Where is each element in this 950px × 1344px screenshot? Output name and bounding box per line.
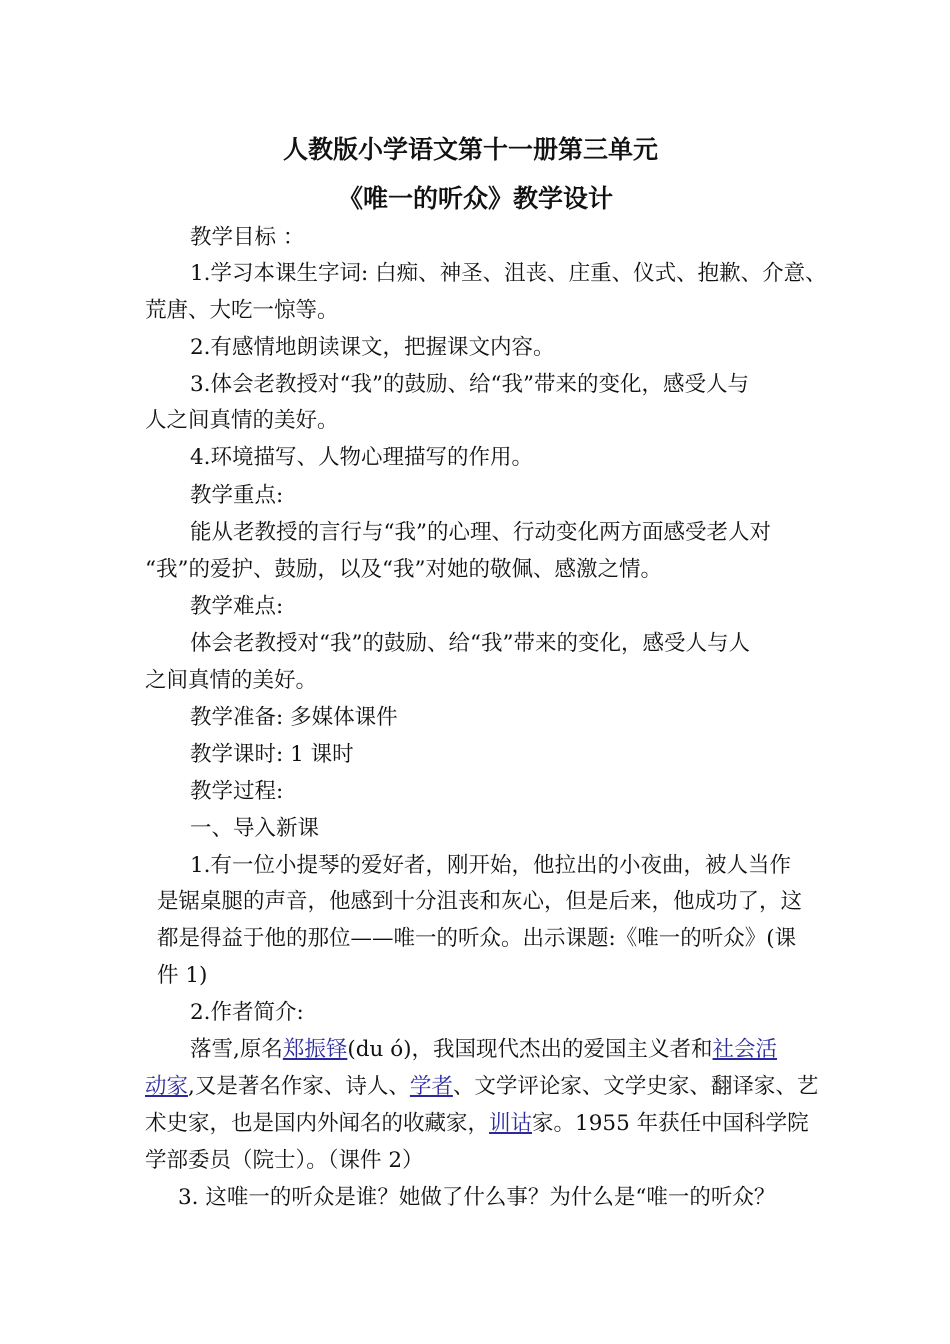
author-text: ,又是著名作家、诗人、 [188,1074,410,1099]
intro-line-1: 1.有一位小提琴的爱好者，刚开始，他拉出的小夜曲，被人当作 [190,853,792,878]
author-line-2 [145,1072,818,1102]
link-social-activist[interactable]: 社会活 [712,1037,778,1062]
link-scholar[interactable]: 学者 [409,1074,453,1099]
goal-3-line-1: 3.体会老教授对“我”的鼓励、给“我”带来的变化，感受人与 [190,372,749,397]
author-text: 、文学评论家、文学史家、翻译家、艺 [452,1074,819,1099]
difficulty-line-1: 体会老教授对“我”的鼓励、给“我”带来的变化，感受人与人 [190,631,750,656]
difficulty-line-2: 之间真情的美好。 [145,668,318,693]
author-line-4: 学部委员（院士）。（课件 2） [145,1148,424,1173]
key-points-line-1: 能从老教授的言行与“我”的心理、行动变化两方面感受老人对 [190,520,771,545]
class-hours: 教学课时: 1 课时 [190,742,354,767]
goal-3-line-2: 人之间真情的美好。 [145,408,339,433]
key-points-heading: 教学重点: [190,483,284,508]
author-text: 家。1955 年获任中国科学院 [532,1111,809,1136]
document-title: 人教版小学语文第十一册第三单元 [283,135,659,164]
author-line-3 [145,1109,809,1139]
document-subtitle: 《唯一的听众》教学设计 [338,184,614,213]
goal-1-line-2: 荒唐、大吃一惊等。 [145,298,339,323]
link-xungu[interactable]: 训诂 [489,1111,533,1136]
author-text: (du ó)，我国现代杰出的爱国主义者和 [347,1037,713,1062]
intro-line-4: 件 1) [157,963,208,988]
intro-line-2: 是锯桌腿的声音，他感到十分沮丧和灰心，但是后来，他成功了，这 [157,889,803,914]
author-text: 落雪,原名 [190,1037,283,1062]
goal-2: 2.有感情地朗读课文，把握课文内容。 [190,335,555,360]
question-3: 3. 这唯一的听众是谁？她做了什么事？为什么是“唯一的听众？ [178,1185,776,1210]
author-heading: 2.作者简介: [190,1000,304,1025]
process-heading: 教学过程: [190,779,284,804]
intro-line-3: 都是得益于他的那位——唯一的听众。出示课题:《唯一的听众》(课 [157,926,797,951]
section-1-heading: 一、导入新课 [190,816,320,841]
link-social-activist-cont[interactable]: 动家 [145,1074,189,1099]
goal-4: 4.环境描写、人物心理描写的作用。 [190,445,534,470]
difficulty-heading: 教学难点: [190,594,284,619]
goals-heading: 教学目标 ： [190,225,305,250]
key-points-line-2: “我”的爱护、鼓励，以及“我”对她的敬佩、感激之情。 [145,557,662,582]
preparation: 教学准备: 多媒体课件 [190,705,398,730]
goal-1-line-1: 1.学习本课生字词: 白痴、神圣、沮丧、庄重、仪式、抱歉、介意、 [190,261,827,286]
author-line-1 [190,1035,777,1065]
author-text: 术史家，也是国内外闻名的收藏家， [145,1111,490,1136]
link-zheng-zhenduo[interactable]: 郑振铎 [282,1037,348,1062]
